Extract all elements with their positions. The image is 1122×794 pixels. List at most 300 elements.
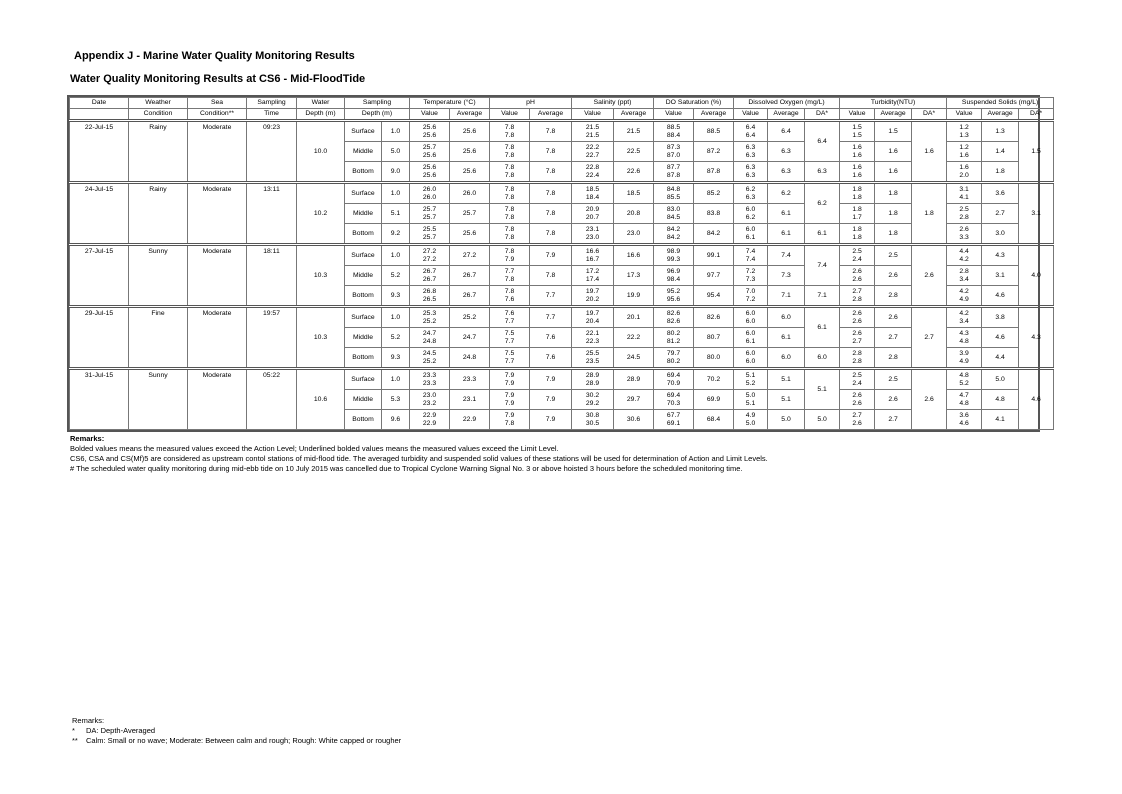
turbidity-values-reading: 2.7 (852, 411, 862, 419)
turbidity-da: 2.6 (912, 369, 947, 430)
temp-values (410, 121, 450, 142)
do-saturation-values-reading: 79.7 (666, 349, 681, 357)
turbidity-values-reading: 2.5 (852, 371, 862, 379)
do-saturation-average: 80.7 (694, 328, 734, 348)
suspended-solids-values-reading: 1.6 (959, 163, 969, 171)
footnote-line (72, 726, 401, 736)
salinity-values-reading: 23.1 (585, 225, 600, 233)
turbidity-values (840, 410, 875, 430)
depth-cell: 9.6 (382, 410, 410, 430)
water-depth-cell: 10.6 (297, 369, 345, 430)
time-cell: 13:11 (247, 183, 297, 245)
col-temperature: Temperature (°C) (410, 98, 490, 109)
suspended-solids-values (947, 121, 982, 142)
dissolved-oxygen-da-bottom: 6.3 (805, 162, 840, 183)
turbidity-values-reading: 2.5 (852, 247, 862, 255)
do-saturation-values-reading: 80.2 (666, 329, 681, 337)
ph-values-reading: 7.9 (504, 399, 515, 407)
suspended-solids-average: 4.4 (982, 348, 1019, 369)
do-saturation-values (654, 245, 694, 266)
suspended-solids-average: 1.4 (982, 142, 1019, 162)
salinity-values-reading: 22.2 (585, 143, 600, 151)
level-cell: Middle (345, 390, 382, 410)
dissolved-oxygen-values (734, 183, 768, 204)
suspended-solids-da: 4.0 (1019, 245, 1054, 307)
temp-average: 23.1 (450, 390, 490, 410)
suspended-solids-values-reading: 3.4 (959, 317, 969, 325)
col-date: Date (70, 98, 129, 109)
time-cell: 18:11 (247, 245, 297, 307)
turbidity-average: 2.7 (875, 410, 912, 430)
suspended-solids-average: 2.7 (982, 204, 1019, 224)
ph-values-reading: 7.9 (504, 371, 515, 379)
temp-values (410, 286, 450, 307)
salinity-average: 17.3 (614, 266, 654, 286)
dissolved-oxygen-values-reading: 6.0 (745, 309, 756, 317)
dissolved-oxygen-values-reading: 6.3 (745, 143, 756, 151)
salinity-values (572, 224, 614, 245)
table-row (70, 245, 1054, 266)
temp-average: 25.2 (450, 307, 490, 328)
dissolved-oxygen-da-bottom: 6.0 (805, 348, 840, 369)
do-saturation-values-reading: 88.5 (666, 123, 681, 131)
date-cell: 24-Jul-15 (70, 183, 129, 245)
salinity-values-reading: 25.5 (585, 349, 600, 357)
salinity-values-reading: 30.8 (585, 411, 600, 419)
do-saturation-values-reading: 84.8 (666, 185, 681, 193)
turbidity-values-reading: 2.6 (852, 419, 862, 427)
salinity-values-reading: 22.1 (585, 329, 600, 337)
suspended-solids-values-reading: 4.7 (959, 391, 969, 399)
dissolved-oxygen-values (734, 266, 768, 286)
do-saturation-values-reading: 84.2 (666, 225, 681, 233)
sub-da: DA* (912, 109, 947, 121)
do-saturation-values-reading: 85.5 (666, 193, 681, 201)
ph-values-reading: 7.9 (504, 391, 515, 399)
suspended-solids-values-reading: 4.2 (959, 309, 969, 317)
table-row (70, 307, 1054, 328)
ph-average: 7.8 (530, 183, 572, 204)
do-saturation-average: 88.5 (694, 121, 734, 142)
dissolved-oxygen-average: 6.1 (768, 204, 805, 224)
dissolved-oxygen-values-reading: 6.0 (745, 329, 756, 337)
dissolved-oxygen-values-reading: 5.0 (745, 391, 756, 399)
salinity-values-reading: 18.5 (585, 185, 600, 193)
dissolved-oxygen-values-reading: 6.2 (745, 213, 756, 221)
temp-values-reading: 23.0 (422, 391, 437, 399)
turbidity-da: 1.8 (912, 183, 947, 245)
salinity-average: 18.5 (614, 183, 654, 204)
sub-value: Value (654, 109, 694, 121)
remarks-title: Remarks: (70, 434, 105, 443)
temp-values-reading: 23.2 (422, 399, 437, 407)
ph-values-reading: 7.5 (504, 349, 515, 357)
suspended-solids-values-reading: 4.2 (959, 255, 969, 263)
ph-average: 7.8 (530, 162, 572, 183)
dissolved-oxygen-average: 6.2 (768, 183, 805, 204)
col-time-sub: Time (247, 109, 297, 121)
suspended-solids-values-reading: 1.3 (959, 131, 969, 139)
temp-average: 25.7 (450, 204, 490, 224)
col-water-depth: Water (297, 98, 345, 109)
dissolved-oxygen-values-reading: 7.2 (745, 267, 756, 275)
table-row (70, 369, 1054, 390)
ph-average: 7.6 (530, 328, 572, 348)
suspended-solids-da: 1.5 (1019, 121, 1054, 183)
turbidity-average: 2.5 (875, 369, 912, 390)
salinity-average: 30.6 (614, 410, 654, 430)
dissolved-oxygen-values (734, 390, 768, 410)
temp-values-reading: 26.7 (422, 267, 437, 275)
temp-values-reading: 22.9 (422, 411, 437, 419)
suspended-solids-average: 1.8 (982, 162, 1019, 183)
turbidity-da: 1.6 (912, 121, 947, 183)
temp-values-reading: 26.0 (422, 185, 437, 193)
sea-cell: Moderate (188, 245, 247, 307)
temp-values-reading: 23.3 (422, 371, 437, 379)
time-cell: 05:22 (247, 369, 297, 430)
turbidity-values-reading: 2.6 (852, 267, 862, 275)
do-saturation-values-reading: 98.9 (666, 247, 681, 255)
dissolved-oxygen-values-reading: 6.1 (745, 337, 756, 345)
col-wdepth-sub: Depth (m) (297, 109, 345, 121)
ph-average: 7.6 (530, 348, 572, 369)
do-saturation-values-reading: 67.7 (666, 411, 681, 419)
temp-values (410, 307, 450, 328)
salinity-values-reading: 20.4 (585, 317, 600, 325)
temp-values-reading: 25.3 (422, 309, 437, 317)
ph-values (490, 245, 530, 266)
turbidity-values-reading: 2.4 (852, 255, 862, 263)
level-cell: Surface (345, 183, 382, 204)
weather-cell: Fine (129, 307, 188, 369)
dissolved-oxygen-da-bottom: 5.0 (805, 410, 840, 430)
temp-values-reading: 25.6 (422, 163, 437, 171)
suspended-solids-average: 4.3 (982, 245, 1019, 266)
do-saturation-values (654, 410, 694, 430)
ph-average: 7.7 (530, 286, 572, 307)
ph-values-reading: 7.8 (504, 225, 515, 233)
ph-average: 7.8 (530, 266, 572, 286)
suspended-solids-da: 4.6 (1019, 369, 1054, 430)
dissolved-oxygen-values-reading: 7.4 (745, 247, 756, 255)
turbidity-values-reading: 1.8 (852, 193, 862, 201)
suspended-solids-values-reading: 3.1 (959, 185, 969, 193)
salinity-values-reading: 29.2 (585, 399, 600, 407)
salinity-values (572, 142, 614, 162)
sub-value: Value (490, 109, 530, 121)
do-saturation-values-reading: 82.6 (666, 309, 681, 317)
do-saturation-values (654, 390, 694, 410)
ph-average: 7.8 (530, 121, 572, 142)
results-table (69, 97, 1054, 430)
ph-values-reading: 7.7 (504, 267, 515, 275)
dissolved-oxygen-values (734, 121, 768, 142)
weather-cell: Sunny (129, 245, 188, 307)
dissolved-oxygen-values-reading: 6.3 (745, 151, 756, 159)
temp-values (410, 142, 450, 162)
ph-values (490, 142, 530, 162)
ph-values-reading: 7.6 (504, 309, 515, 317)
ph-average: 7.8 (530, 204, 572, 224)
ph-values-reading: 7.8 (504, 131, 515, 139)
temp-average: 24.7 (450, 328, 490, 348)
temp-values (410, 410, 450, 430)
water-depth-cell: 10.3 (297, 245, 345, 307)
ph-values (490, 162, 530, 183)
turbidity-values-reading: 2.7 (852, 287, 862, 295)
suspended-solids-average: 3.6 (982, 183, 1019, 204)
weather-cell: Sunny (129, 369, 188, 430)
col-suspended-solids: Suspended Solids (mg/L) (947, 98, 1054, 109)
depth-cell: 1.0 (382, 183, 410, 204)
salinity-values (572, 286, 614, 307)
sub-average: Average (530, 109, 572, 121)
date-group (70, 245, 1054, 307)
level-cell: Middle (345, 328, 382, 348)
temp-average: 25.6 (450, 142, 490, 162)
salinity-values (572, 369, 614, 390)
ph-values-reading: 7.9 (504, 379, 515, 387)
date-cell: 22-Jul-15 (70, 121, 129, 183)
ph-values-reading: 7.8 (504, 151, 515, 159)
suspended-solids-average: 4.6 (982, 286, 1019, 307)
ph-values (490, 348, 530, 369)
do-saturation-values-reading: 88.4 (666, 131, 681, 139)
salinity-values-reading: 23.5 (585, 357, 600, 365)
remark-line: # The scheduled water quality monitoring during mid-ebb tide on 10 July 2015 was cancelled due to Tropical Cyclone Warning Signal No. 3 or above hoisted 3 hours before the scheduled monitoring time. (70, 464, 743, 473)
do-saturation-values-reading: 69.4 (666, 391, 681, 399)
salinity-average: 22.2 (614, 328, 654, 348)
dissolved-oxygen-values (734, 286, 768, 307)
depth-cell: 9.3 (382, 348, 410, 369)
level-cell: Surface (345, 307, 382, 328)
temp-values-reading: 27.2 (422, 255, 437, 263)
dissolved-oxygen-average: 5.1 (768, 369, 805, 390)
dissolved-oxygen-values-reading: 6.0 (745, 317, 756, 325)
sub-value: Value (840, 109, 875, 121)
turbidity-values-reading: 2.6 (852, 317, 862, 325)
dissolved-oxygen-values-reading: 7.3 (745, 275, 756, 283)
temp-average: 25.6 (450, 224, 490, 245)
turbidity-values-reading: 1.6 (852, 143, 862, 151)
level-cell: Middle (345, 142, 382, 162)
suspended-solids-values-reading: 1.2 (959, 143, 969, 151)
do-saturation-values-reading: 69.1 (666, 419, 681, 427)
level-cell: Surface (345, 369, 382, 390)
salinity-values-reading: 28.9 (585, 379, 600, 387)
turbidity-values (840, 142, 875, 162)
suspended-solids-average: 3.1 (982, 266, 1019, 286)
ph-values-reading: 7.9 (504, 411, 515, 419)
do-saturation-values-reading: 87.8 (666, 171, 681, 179)
suspended-solids-values (947, 307, 982, 328)
sub-value: Value (572, 109, 614, 121)
do-saturation-values-reading: 81.2 (666, 337, 681, 345)
col-do-saturation: DO Saturation (%) (654, 98, 734, 109)
do-saturation-values-reading: 95.6 (666, 295, 681, 303)
temp-values-reading: 25.7 (422, 233, 437, 241)
ph-values (490, 307, 530, 328)
suspended-solids-average: 4.6 (982, 328, 1019, 348)
dissolved-oxygen-values-reading: 6.0 (745, 225, 756, 233)
do-saturation-values-reading: 70.3 (666, 399, 681, 407)
suspended-solids-values-reading: 2.8 (959, 213, 969, 221)
salinity-values (572, 183, 614, 204)
col-date-sub (70, 109, 129, 121)
remark-line: CS6, CSA and CS(Mf)5 are considered as upstream contol stations of mid-flood tide. The averaged turbidity and suspended solid values of these stations will be used for determination of Action and Limit Levels. (70, 454, 768, 463)
sub-da: DA* (1019, 109, 1054, 121)
sub-average: Average (694, 109, 734, 121)
level-cell: Surface (345, 121, 382, 142)
salinity-values-reading: 18.4 (585, 193, 600, 201)
temp-values (410, 245, 450, 266)
ph-average: 7.9 (530, 245, 572, 266)
salinity-values (572, 410, 614, 430)
temp-average: 26.0 (450, 183, 490, 204)
suspended-solids-values-reading: 5.2 (959, 379, 969, 387)
suspended-solids-values-reading: 3.9 (959, 349, 969, 357)
water-depth-cell: 10.3 (297, 307, 345, 369)
do-saturation-values (654, 307, 694, 328)
salinity-values (572, 204, 614, 224)
suspended-solids-values-reading: 4.6 (959, 419, 969, 427)
salinity-values-reading: 22.4 (585, 171, 600, 179)
dissolved-oxygen-values-reading: 5.1 (745, 371, 756, 379)
temp-values-reading: 25.6 (422, 131, 437, 139)
temp-values-reading: 25.7 (422, 213, 437, 221)
suspended-solids-values (947, 266, 982, 286)
suspended-solids-values-reading: 4.3 (959, 329, 969, 337)
temp-average: 26.7 (450, 266, 490, 286)
temp-values (410, 183, 450, 204)
salinity-values-reading: 16.7 (585, 255, 600, 263)
depth-cell: 1.0 (382, 245, 410, 266)
ph-values-reading: 7.8 (504, 275, 515, 283)
suspended-solids-values-reading: 4.4 (959, 247, 969, 255)
ph-values-reading: 7.8 (504, 205, 515, 213)
temp-values-reading: 24.5 (422, 349, 437, 357)
turbidity-average: 1.5 (875, 121, 912, 142)
remarks-section (70, 434, 768, 474)
temp-values-reading: 25.5 (422, 225, 437, 233)
salinity-average: 23.0 (614, 224, 654, 245)
suspended-solids-average: 5.0 (982, 369, 1019, 390)
do-saturation-values (654, 328, 694, 348)
suspended-solids-values-reading: 4.1 (959, 193, 969, 201)
footnotes-section (72, 716, 401, 746)
salinity-values-reading: 22.7 (585, 151, 600, 159)
salinity-values-reading: 20.9 (585, 205, 600, 213)
turbidity-values (840, 369, 875, 390)
temp-values (410, 204, 450, 224)
footnote-text: Calm: Small or no wave; Moderate: Between calm and rough; Rough: White capped or rougher (86, 736, 402, 745)
temp-average: 25.6 (450, 162, 490, 183)
dissolved-oxygen-values-reading: 6.3 (745, 163, 756, 171)
turbidity-average: 1.8 (875, 224, 912, 245)
do-saturation-average: 99.1 (694, 245, 734, 266)
turbidity-values-reading: 2.6 (852, 391, 862, 399)
suspended-solids-values (947, 390, 982, 410)
temp-values (410, 390, 450, 410)
salinity-average: 24.5 (614, 348, 654, 369)
date-cell: 29-Jul-15 (70, 307, 129, 369)
suspended-solids-average: 3.8 (982, 307, 1019, 328)
turbidity-average: 1.6 (875, 142, 912, 162)
salinity-average: 28.9 (614, 369, 654, 390)
salinity-values (572, 390, 614, 410)
dissolved-oxygen-average: 6.4 (768, 121, 805, 142)
suspended-solids-values-reading: 3.6 (959, 411, 969, 419)
ph-average: 7.7 (530, 307, 572, 328)
turbidity-values-reading: 1.6 (852, 151, 862, 159)
suspended-solids-values (947, 224, 982, 245)
date-cell: 27-Jul-15 (70, 245, 129, 307)
temp-values-reading: 24.8 (422, 337, 437, 345)
dissolved-oxygen-da-bottom: 6.1 (805, 224, 840, 245)
turbidity-average: 2.8 (875, 286, 912, 307)
depth-cell: 1.0 (382, 307, 410, 328)
temp-values-reading: 24.7 (422, 329, 437, 337)
sub-value: Value (734, 109, 768, 121)
depth-cell: 5.2 (382, 266, 410, 286)
do-saturation-average: 80.0 (694, 348, 734, 369)
col-sampling-time: Sampling (247, 98, 297, 109)
table-row (70, 183, 1054, 204)
date-group (70, 369, 1054, 430)
do-saturation-average: 85.2 (694, 183, 734, 204)
ph-values (490, 121, 530, 142)
dissolved-oxygen-da: 5.1 (805, 369, 840, 410)
level-cell: Bottom (345, 286, 382, 307)
turbidity-average: 1.6 (875, 162, 912, 183)
do-saturation-values-reading: 98.4 (666, 275, 681, 283)
depth-cell: 5.3 (382, 390, 410, 410)
do-saturation-values-reading: 70.9 (666, 379, 681, 387)
suspended-solids-da: 4.3 (1019, 307, 1054, 369)
date-group (70, 121, 1054, 183)
turbidity-values-reading: 1.6 (852, 163, 862, 171)
suspended-solids-da: 3.1 (1019, 183, 1054, 245)
turbidity-values-reading: 1.5 (852, 131, 862, 139)
dissolved-oxygen-values (734, 245, 768, 266)
sub-average: Average (982, 109, 1019, 121)
do-saturation-average: 69.9 (694, 390, 734, 410)
salinity-values-reading: 19.7 (585, 287, 600, 295)
suspended-solids-values (947, 204, 982, 224)
turbidity-average: 2.6 (875, 266, 912, 286)
suspended-solids-average: 1.3 (982, 121, 1019, 142)
do-saturation-values (654, 121, 694, 142)
turbidity-values-reading: 2.7 (852, 337, 862, 345)
do-saturation-values-reading: 87.3 (666, 143, 681, 151)
sub-average: Average (875, 109, 912, 121)
level-cell: Bottom (345, 162, 382, 183)
do-saturation-values (654, 183, 694, 204)
sea-cell: Moderate (188, 121, 247, 183)
temp-values-reading: 25.7 (422, 205, 437, 213)
turbidity-values-reading: 1.8 (852, 205, 862, 213)
suspended-solids-values (947, 142, 982, 162)
dissolved-oxygen-values-reading: 6.4 (745, 123, 756, 131)
turbidity-values (840, 162, 875, 183)
do-saturation-average: 84.2 (694, 224, 734, 245)
salinity-average: 22.5 (614, 142, 654, 162)
turbidity-values (840, 328, 875, 348)
dissolved-oxygen-values-reading: 6.2 (745, 185, 756, 193)
sub-da: DA* (805, 109, 840, 121)
do-saturation-values-reading: 95.2 (666, 287, 681, 295)
